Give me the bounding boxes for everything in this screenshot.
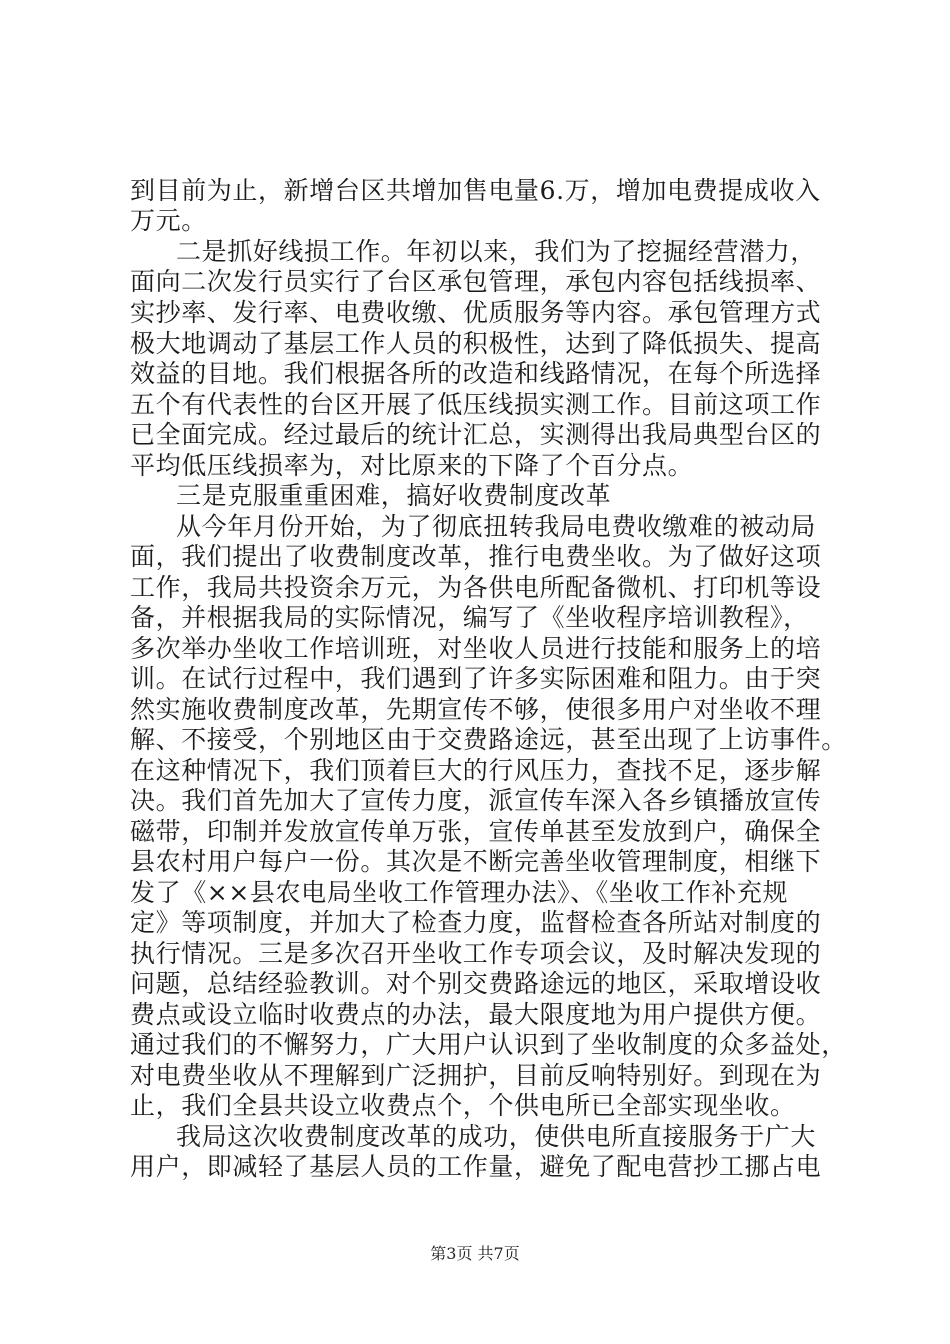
body-text-line: 定》等项制度，并加大了检查力度，监督检查各所站对制度的 — [130, 908, 822, 937]
body-text-line: 然实施收费制度改革，先期宣传不够，使很多用户对坐收不理 — [130, 695, 822, 724]
body-text-line: 五个有代表性的台区开展了低压线损实测工作。目前这项工作 — [130, 390, 822, 419]
body-text-line: 工作，我局共投资余万元，为各供电所配备微机、打印机等设 — [130, 573, 822, 602]
body-text-line: 二是抓好线损工作。年初以来，我们为了挖掘经营潜力， — [176, 237, 817, 266]
body-text-line: 对电费坐收从不理解到广泛拥护，目前反响特别好。到现在为 — [130, 1061, 822, 1090]
body-text-line: 问题，总结经验教训。对个别交费路途远的地区，采取增设收 — [130, 969, 822, 998]
section-heading: 三是克服重重困难，搞好收费制度改革 — [176, 481, 612, 510]
body-text-line: 实抄率、发行率、电费收缴、优质服务等内容。承包管理方式 — [130, 298, 822, 327]
body-text-line: 效益的目地。我们根据各所的改造和线路情况，在每个所选择 — [130, 359, 822, 388]
body-text-line: 多次举办坐收工作培训班，对坐收人员进行技能和服务上的培 — [130, 634, 822, 663]
body-text-line: 我局这次收费制度改革的成功，使供电所直接服务于广大 — [176, 1122, 817, 1151]
body-text-line: 解、不接受，个别地区由于交费路途远，甚至出现了上访事件。 — [130, 725, 847, 754]
body-text-line: 平均低压线损率为，对比原来的下降了个百分点。 — [130, 451, 694, 480]
body-text-line: 备，并根据我局的实际情况，编写了《坐收程序培训教程》， — [130, 603, 809, 632]
body-text-line: 已全面完成。经过最后的统计汇总，实测得出我局典型台区的 — [130, 420, 822, 449]
body-text-line: 到目前为止，新增台区共增加售电量6.万，增加电费提成收入 — [130, 176, 821, 205]
body-text-line: 决。我们首先加大了宣传力度，派宣传车深入各乡镇播放宣传 — [130, 786, 822, 815]
body-text-line: 发了《××县农电局坐收工作管理办法》、《坐收工作补充规 — [130, 878, 789, 907]
body-text-line: 止，我们全县共设立收费点个，个供电所已全部实现坐收。 — [130, 1091, 796, 1120]
body-text-line: 通过我们的不懈努力，广大用户认识到了坐收制度的众多益处， — [130, 1030, 847, 1059]
body-text-line: 万元。 — [130, 206, 207, 235]
body-text-line: 执行情况。三是多次召开坐收工作专项会议，及时解决发现的 — [130, 939, 822, 968]
body-text-line: 用户，即减轻了基层人员的工作量，避免了配电营抄工挪占电 — [130, 1152, 822, 1181]
body-text-line: 训。在试行过程中，我们遇到了许多实际困难和阻力。由于突 — [130, 664, 822, 693]
body-text-line: 面向二次发行员实行了台区承包管理，承包内容包括线损率、 — [130, 267, 822, 296]
body-text-line: 县农村用户每户一份。其次是不断完善坐收管理制度，相继下 — [130, 847, 822, 876]
body-text-line: 从今年月份开始，为了彻底扭转我局电费收缴难的被动局 — [176, 512, 817, 541]
page-number-footer: 第3页 共7页 — [430, 1244, 520, 1263]
body-text-line: 磁带，印制并发放宣传单万张，宣传单甚至发放到户，确保全 — [130, 817, 822, 846]
body-text-line: 在这种情况下，我们顶着巨大的行风压力，查找不足，逐步解 — [130, 756, 822, 785]
body-text-line: 极大地调动了基层工作人员的积极性，达到了降低损失、提高 — [130, 329, 822, 358]
body-text-line: 费点或设立临时收费点的办法，最大限度地为用户提供方便。 — [130, 1000, 822, 1029]
body-text-line: 面，我们提出了收费制度改革，推行电费坐收。为了做好这项 — [130, 542, 822, 571]
